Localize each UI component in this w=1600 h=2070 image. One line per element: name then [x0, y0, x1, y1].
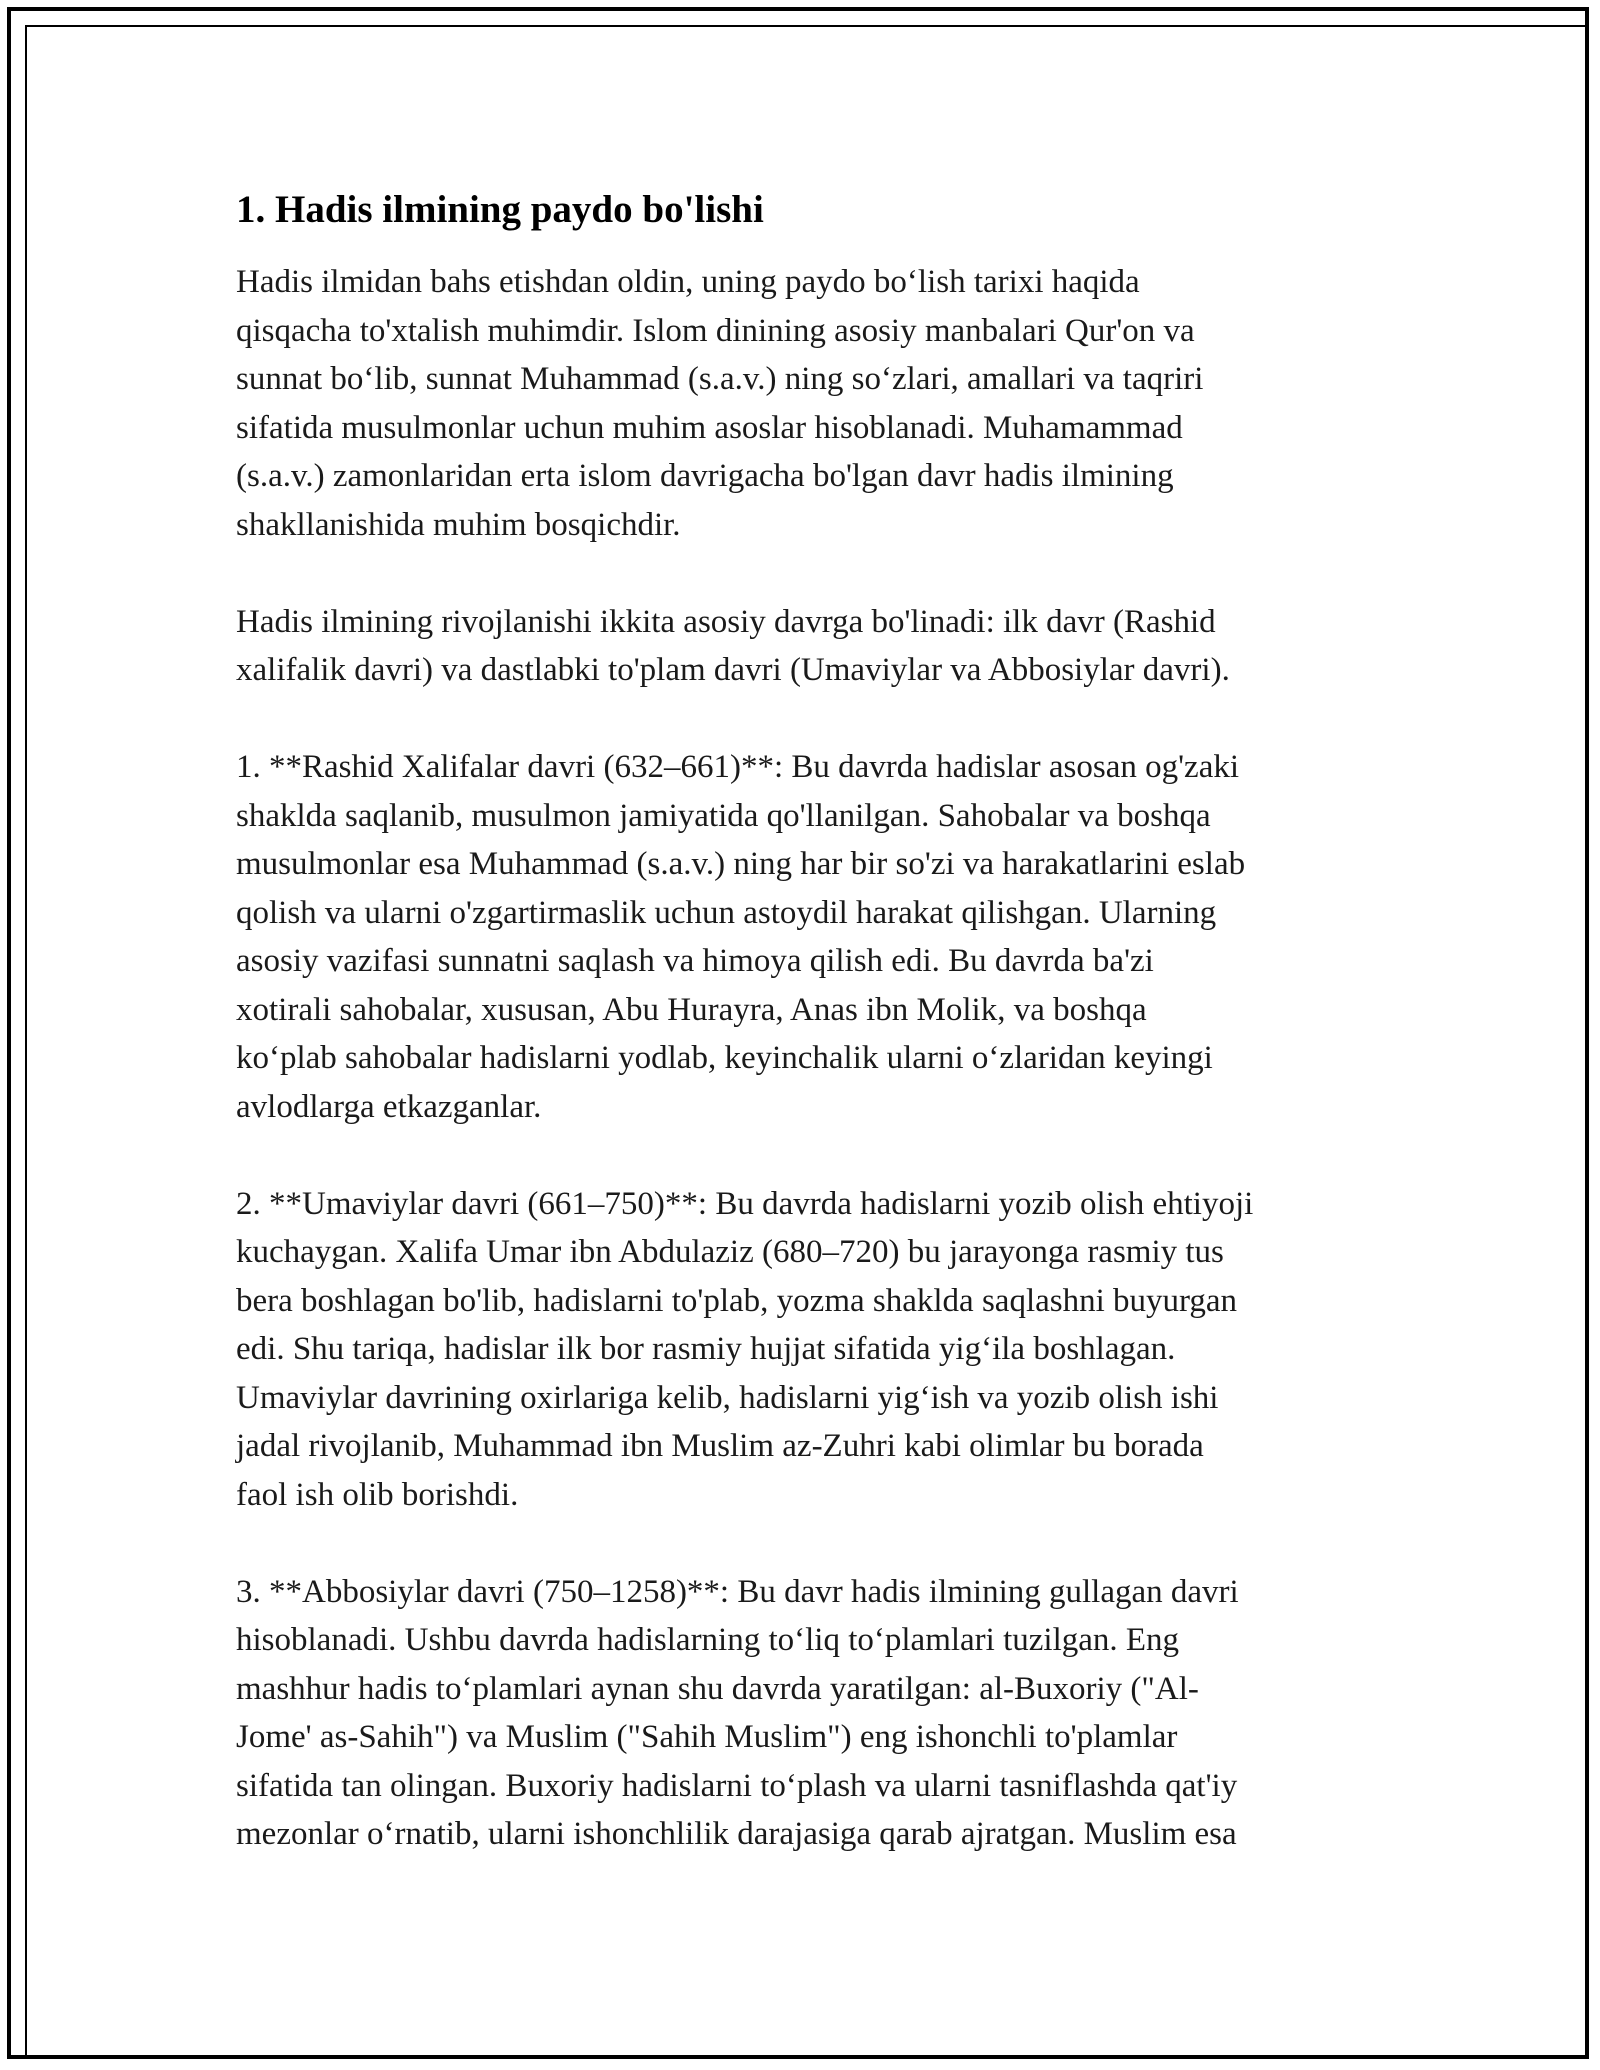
paragraph-rashid-caliphs: 1. **Rashid Xalifalar davri (632–661)**: Bu davrda hadislar asosan og'zaki shaklda saqlanib, musulmon jamiyatida qo'llanilgan. Sahobalar va boshqa musulmonlar esa Muhammad (s.a.v.) ning har bir so'zi va harakatlarini eslab qolish va ularni o'zgartirmaslik uchun astoydil harakat qilishgan. Ularning asosiy vazifasi sunnatni saqlash va himoya qilish edi. Bu davrda ba'zi xotirali sahobalar, xususan, Abu Hurayra, Anas ibn Molik, va boshqa ko‘plab sahobalar hadislarni yodlab, keyinchalik ularni o‘zlaridan keyingi avlodlarga etkazganlar.	[236, 749, 1246, 1125]
paragraph-umayyads: 2. **Umaviylar davri (661–750)**: Bu davrda hadislarni yozib olish ehtiyoji kuchaygan. Xalifa Umar ibn Abdulaziz (680–720) bu jarayonga rasmiy tus bera boshlagan bo'lib, hadislarni to'plab, yozma shaklda saqlashni buyurgan edi. Shu tariqa, hadislar ilk bor rasmiy hujjat sifatida yig‘ila boshlagan. Umaviylar davrining oxirlariga kelib, hadislarni yig‘ish va yozib olish ishi jadal rivojlanib, Muhammad ibn Muslim az-Zuhri kabi olimlar bu borada faol ish olib borishdi.	[236, 1185, 1254, 1513]
section-heading: 1. Hadis ilmining paydo bo'lishi	[236, 188, 764, 231]
paragraph-intro: Hadis ilmidan bahs etishdan oldin, uning paydo bo‘lish tarixi haqida qisqacha to'xtalish muhimdir. Islom dinining asosiy manbalari Qur'on va sunnat bo‘lib, sunnat Muhammad (s.a.v.) ning so‘zlari, amallari va taqriri sifatida musulmonlar uchun muhim asoslar hisoblanadi. Muhamammad (s.a.v.) zamonlaridan erta islom davrigacha bo'lgan davr hadis ilmining shakllanishida muhim bosqichdir.	[236, 264, 1204, 543]
paragraph-abbasids: 3. **Abbosiylar davri (750–1258)**: Bu davr hadis ilmining gullagan davri hisoblanadi. Ushbu davrda hadislarning to‘liq to‘plamlari tuzilgan. Eng mashhur hadis to‘plamlari aynan shu davrda yaratilgan: al-Buxoriy ("Al- Jome' as-Sahih") va Muslim ("Sahih Muslim") eng ishonchli to'plamlar sifatida tan olingan. Buxoriy hadislarni to‘plash va ularni tasniflashda qat'iy mezonlar o‘rnatib, ularni ishonchlilik darajasiga qarab ajratgan. Muslim esa	[236, 1573, 1239, 1852]
paragraph-periods: Hadis ilmining rivojlanishi ikkita asosiy davrga bo'linadi: ilk davr (Rashid xalifalik davri) va dastlabki to'plam davri (Umaviylar va Abbosiylar davri).	[236, 603, 1230, 688]
document-body	[236, 184, 1376, 1907]
